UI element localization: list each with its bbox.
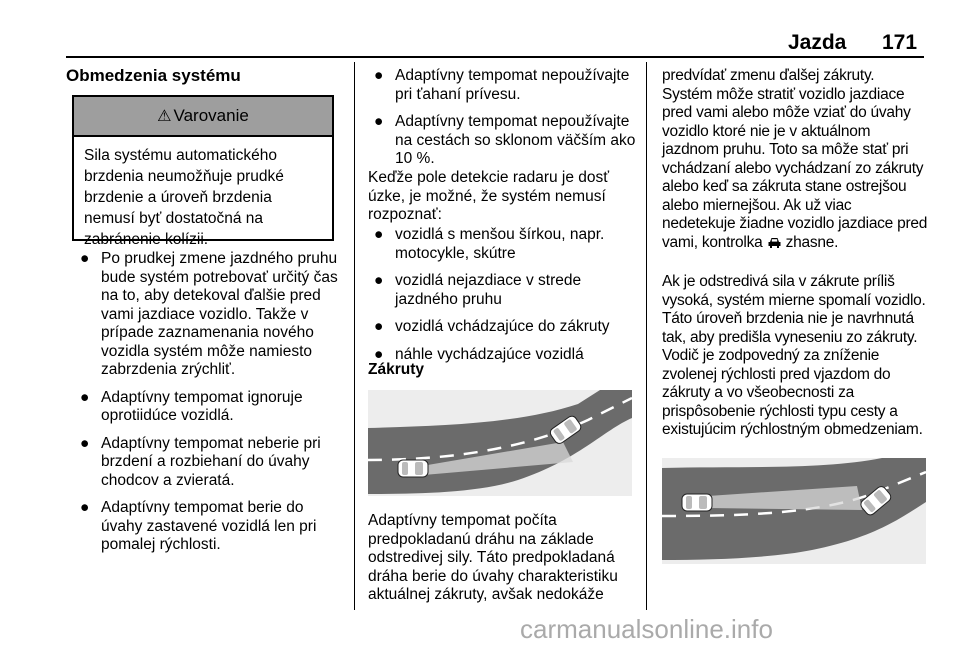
column-divider [354,62,355,610]
curve-illustration-2 [662,458,926,564]
warning-box [72,95,334,248]
column-divider [646,62,647,610]
list-item: ● Adaptívny tempomat neberie pri brzdení a rozbiehaní do úvahy chodcov a zvieratá. [80,434,321,489]
curve-road-figure [662,458,926,564]
col2-bullet-list-b [360,226,642,364]
bullet-icon: ● [80,388,90,406]
curve-illustration-1 [368,390,632,496]
curve-paragraph-1: predvídať zmenu ďalšej zákruty. Systém môže stratiť vozidlo jazdiace pred vami alebo môže vziať do úvahy vozidlo ktoré nie je v aktuálnom jazdnom pruhu. Toto sa môže stať pri vchádzaní alebo vychádzaní zo zákruty alebo keď sa zákruta stane ostrejšou alebo miernejšou. Ak už viac nedetekuje žiadne vozidlo jazdiace pred vami, kontrolka zhasne. [662,67,928,254]
list-item: ● Adaptívny tempomat ignoruje oprotiidúce vozidlá. [80,388,303,424]
bullet-icon: ● [374,345,384,363]
curve-paragraph-2: Ak je odstredivá sila v zákrute príliš vysoká, systém mierne spomalí vozidlo. Táto úroveň brzdenia nie je navrhnutá tak, aby predišla vyneseniu zo zákruty. Vodič je zodpovedný za zníženie zvolenej rýchlosti pred vjazdom do zákruty a vo všeobecnosti za prispôsobenie rýchlosti typu cesty a existujúcim rýchlostným obmedzeniam. [662,273,926,438]
bullet-icon: ● [80,250,90,267]
subsection-title: Zákruty [368,361,424,378]
list-item: ● vozidlá s menšou šírkou, napr. motocykle, skútre [374,226,605,262]
vehicle-ahead-indicator-icon [767,236,782,255]
warning-header [74,97,332,137]
bullet-icon: ● [80,499,90,516]
warning-title: Varovanie [173,106,249,125]
col2-bullet-list-a [360,67,642,169]
list-item: ● vozidlá vchádzajúce do zákruty [374,318,610,335]
chapter-title: Jazda [788,31,847,54]
warning-text: Sila systému automatického brzdenia neumožňuje prudké brzdenie a úroveň brzdenia nemusí byť dostatočná na zabránenie kolízii. [84,147,284,248]
bullet-icon: ● [80,434,90,452]
bullet-icon: ● [374,67,384,84]
list-item: ● Adaptívny tempomat nepoužívajte pri ťahaní prívesu. [374,67,630,103]
list-item: ● Po prudkej zmene jazdného pruhu bude systém potrebovať určitý čas na to, aby detekoval ďalšie pred vami jazdiace vozidlo. Takže v prípade zaznamenania nového vozidla systém môže namiesto zabrzdenia zrýchliť. [80,250,338,378]
radar-paragraph: Keďže pole detekcie radaru je dosť úzke, je možné, že systém nemusí rozpoznať: [368,169,610,223]
list-item: ● Adaptívny tempomat nepoužívajte na cestách so sklonom väčším ako 10 %. [374,113,636,167]
page-number: 171 [882,31,918,54]
warning-triangle-icon: ⚠ [157,108,172,125]
section-title: Obmedzenia systému [66,66,241,85]
adaptive-paragraph: Adaptívny tempomat počíta predpokladanú dráhu na základe odstredivej sily. Táto predpokladaná dráha berie do úvahy charakteristiku aktuálnej zákruty, avšak nedokáže [368,512,618,603]
bullet-icon: ● [374,113,384,130]
list-item: ● náhle vychádzajúce vozidlá [374,345,584,363]
list-item: ● Adaptívny tempomat berie do úvahy zastavené vozidlá len pri pomalej rýchlosti. [80,499,317,553]
col1-bullet-list [66,250,346,555]
list-item: ● vozidlá nejazdiace v strede jazdného pruhu [374,272,582,308]
header-rule [66,56,924,58]
watermark: carmanualsonline.info [520,614,773,644]
curve-road-figure [368,390,632,496]
bullet-icon: ● [374,318,384,335]
bullet-icon: ● [374,226,384,243]
bullet-icon: ● [374,272,384,289]
